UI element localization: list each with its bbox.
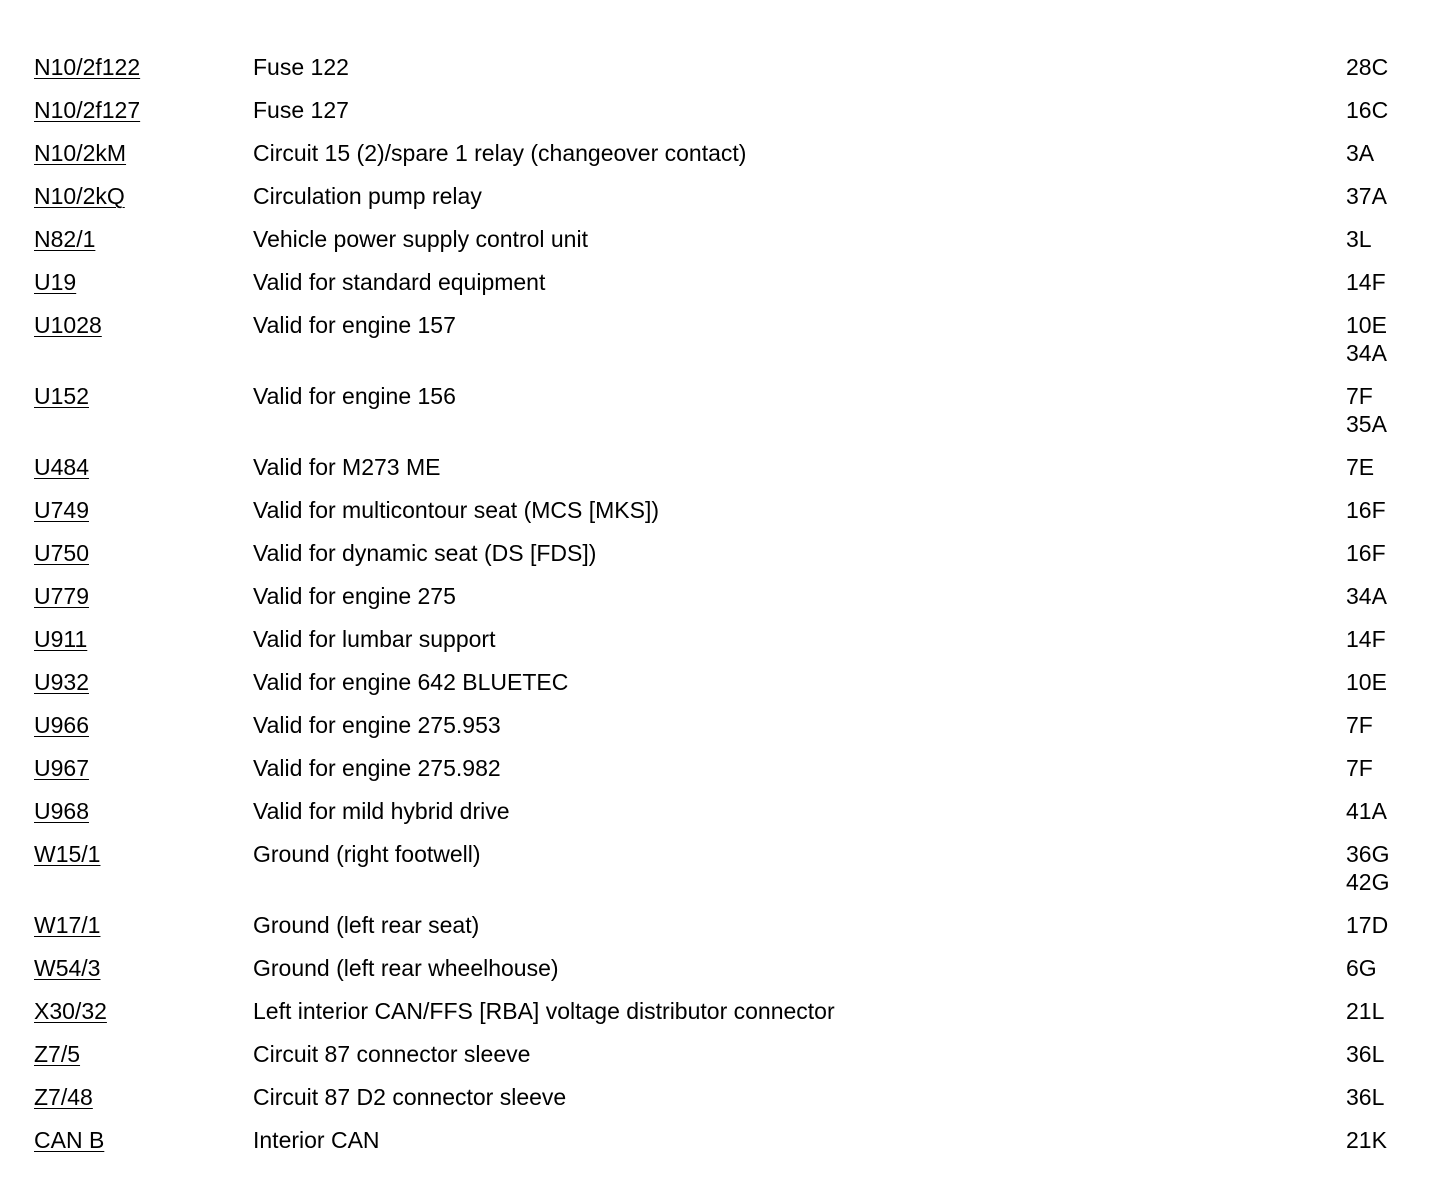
grid-coordinates-cell <box>1346 263 1424 306</box>
component-code-link[interactable]: W54/3 <box>34 955 101 981</box>
grid-coordinate: 36L <box>1346 1041 1385 1067</box>
legend-row <box>34 491 1424 534</box>
component-code-link[interactable]: U1028 <box>34 312 102 338</box>
grid-coordinates-cell <box>1346 1078 1424 1121</box>
component-code-link[interactable]: Z7/5 <box>34 1041 81 1067</box>
grid-coordinates-cell <box>1346 1035 1424 1078</box>
component-code-cell <box>34 706 253 749</box>
grid-coordinate: 7E <box>1346 454 1375 480</box>
legend-row <box>34 306 1424 377</box>
component-code-link[interactable]: W17/1 <box>34 912 101 938</box>
legend-row <box>34 577 1424 620</box>
component-code-cell <box>34 491 253 534</box>
grid-coordinate: 7F <box>1346 755 1373 781</box>
component-code-cell <box>34 177 253 220</box>
grid-coordinate: 10E <box>1346 669 1387 695</box>
component-code-link[interactable]: U750 <box>34 540 89 566</box>
component-code-cell <box>34 577 253 620</box>
legend-row <box>34 377 1424 448</box>
grid-coordinates-cell <box>1346 306 1424 377</box>
legend-row <box>34 134 1424 177</box>
legend-row <box>34 706 1424 749</box>
component-code-cell <box>34 448 253 491</box>
grid-coordinate: 16F <box>1346 497 1386 523</box>
grid-coordinates-cell <box>1346 792 1424 835</box>
component-description: Valid for engine 642 BLUETEC <box>253 669 569 695</box>
component-description: Valid for engine 275 <box>253 583 456 609</box>
grid-coordinate: 3A <box>1346 140 1375 166</box>
legend-body <box>34 48 1424 1164</box>
grid-coordinates-cell <box>1346 835 1424 906</box>
grid-coordinates-cell <box>1346 663 1424 706</box>
component-description: Circuit 15 (2)/spare 1 relay (changeover contact) <box>253 140 747 166</box>
component-description: Vehicle power supply control unit <box>253 226 588 252</box>
component-code-cell <box>34 1078 253 1121</box>
grid-coordinates-cell <box>1346 48 1424 91</box>
component-code-cell <box>34 263 253 306</box>
grid-coordinates-cell <box>1346 949 1424 992</box>
component-code-cell <box>34 906 253 949</box>
grid-coordinates-cell <box>1346 534 1424 577</box>
component-description: Valid for M273 ME <box>253 454 441 480</box>
grid-coordinate: 17D <box>1346 912 1389 938</box>
grid-coordinate: 10E <box>1346 312 1387 338</box>
grid-coordinate: 41A <box>1346 798 1387 824</box>
grid-coordinate: 28C <box>1346 54 1389 80</box>
component-description: Valid for dynamic seat (DS [FDS]) <box>253 540 597 566</box>
component-code-link[interactable]: U911 <box>34 626 88 652</box>
component-description: Left interior CAN/FFS [RBA] voltage distributor connector <box>253 998 835 1024</box>
legend-row <box>34 1121 1424 1164</box>
component-description: Circulation pump relay <box>253 183 482 209</box>
component-description: Fuse 127 <box>253 97 349 123</box>
component-code-link[interactable]: U966 <box>34 712 89 738</box>
component-code-cell <box>34 377 253 448</box>
legend-row <box>34 534 1424 577</box>
legend-row <box>34 1035 1424 1078</box>
grid-coordinate: 42G <box>1346 869 1390 895</box>
component-code-cell <box>34 749 253 792</box>
component-code-cell <box>34 306 253 377</box>
grid-coordinates-cell <box>1346 377 1424 448</box>
component-code-link[interactable]: CAN B <box>34 1127 105 1153</box>
component-code-cell <box>34 620 253 663</box>
grid-coordinate: 3L <box>1346 226 1372 252</box>
legend-row <box>34 906 1424 949</box>
component-description: Interior CAN <box>253 1127 380 1153</box>
grid-coordinates-cell <box>1346 992 1424 1035</box>
grid-coordinate: 37A <box>1346 183 1387 209</box>
component-code-link[interactable]: N10/2f122 <box>34 54 141 80</box>
component-code-cell <box>34 992 253 1035</box>
grid-coordinates-cell <box>1346 134 1424 177</box>
legend-row <box>34 663 1424 706</box>
grid-coordinate: 6G <box>1346 955 1377 981</box>
legend-row <box>34 177 1424 220</box>
component-legend-table <box>34 48 1424 1164</box>
grid-coordinates-cell <box>1346 1121 1424 1164</box>
legend-row <box>34 749 1424 792</box>
component-code-link[interactable]: U932 <box>34 669 89 695</box>
component-code-link[interactable]: N10/2kQ <box>34 183 125 209</box>
grid-coordinates-cell <box>1346 749 1424 792</box>
grid-coordinates-cell <box>1346 491 1424 534</box>
component-code-link[interactable]: W15/1 <box>34 841 101 867</box>
legend-row <box>34 91 1424 134</box>
grid-coordinate: 36G <box>1346 841 1390 867</box>
component-code-link[interactable]: N10/2kM <box>34 140 127 166</box>
component-code-cell <box>34 949 253 992</box>
legend-row <box>34 1078 1424 1121</box>
legend-row <box>34 448 1424 491</box>
grid-coordinates-cell <box>1346 220 1424 263</box>
component-code-cell <box>34 534 253 577</box>
grid-coordinates-cell <box>1346 577 1424 620</box>
component-code-link[interactable]: Z7/48 <box>34 1084 93 1110</box>
component-description: Circuit 87 connector sleeve <box>253 1041 531 1067</box>
component-description: Valid for mild hybrid drive <box>253 798 510 824</box>
grid-coordinates-cell <box>1346 91 1424 134</box>
component-description: Circuit 87 D2 connector sleeve <box>253 1084 567 1110</box>
component-description: Valid for multicontour seat (MCS [MKS]) <box>253 497 660 523</box>
grid-coordinate: 34A <box>1346 340 1387 366</box>
grid-coordinate: 21L <box>1346 998 1385 1024</box>
component-code-link[interactable]: U484 <box>34 454 89 480</box>
component-code-cell <box>34 91 253 134</box>
grid-coordinate: 35A <box>1346 411 1387 437</box>
component-description: Ground (right footwell) <box>253 841 481 867</box>
component-code-cell <box>34 792 253 835</box>
grid-coordinate: 14F <box>1346 626 1386 652</box>
component-description: Valid for engine 157 <box>253 312 456 338</box>
legend-row <box>34 48 1424 91</box>
legend-row <box>34 992 1424 1035</box>
component-code-link[interactable]: U152 <box>34 383 89 409</box>
component-code-link[interactable]: U749 <box>34 497 89 523</box>
component-description: Valid for engine 275.953 <box>253 712 501 738</box>
component-code-cell <box>34 220 253 263</box>
component-description: Ground (left rear wheelhouse) <box>253 955 559 981</box>
component-code-link[interactable]: N10/2f127 <box>34 97 141 123</box>
component-description: Valid for engine 275.982 <box>253 755 501 781</box>
component-code-link[interactable]: U967 <box>34 755 89 781</box>
legend-row <box>34 220 1424 263</box>
component-code-cell <box>34 1035 253 1078</box>
legend-row <box>34 792 1424 835</box>
component-code-cell <box>34 1121 253 1164</box>
component-code-link[interactable]: U19 <box>34 269 77 295</box>
component-description: Ground (left rear seat) <box>253 912 480 938</box>
grid-coordinates-cell <box>1346 906 1424 949</box>
legend-row <box>34 835 1424 906</box>
component-code-link[interactable]: U968 <box>34 798 89 824</box>
grid-coordinates-cell <box>1346 706 1424 749</box>
grid-coordinate: 36L <box>1346 1084 1385 1110</box>
grid-coordinate: 21K <box>1346 1127 1387 1153</box>
component-code-cell <box>34 663 253 706</box>
component-code-link[interactable]: U779 <box>34 583 89 609</box>
grid-coordinates-cell <box>1346 620 1424 663</box>
legend-row <box>34 949 1424 992</box>
grid-coordinates-cell <box>1346 448 1424 491</box>
component-code-cell <box>34 835 253 906</box>
grid-coordinate: 14F <box>1346 269 1386 295</box>
component-description: Valid for standard equipment <box>253 269 546 295</box>
legend-row <box>34 263 1424 306</box>
component-description: Valid for lumbar support <box>253 626 496 652</box>
component-description: Valid for engine 156 <box>253 383 456 409</box>
legend-row <box>34 620 1424 663</box>
grid-coordinates-cell <box>1346 177 1424 220</box>
component-code-link[interactable]: N82/1 <box>34 226 96 252</box>
grid-coordinate: 16F <box>1346 540 1386 566</box>
component-code-link[interactable]: X30/32 <box>34 998 107 1024</box>
grid-coordinate: 34A <box>1346 583 1387 609</box>
component-code-cell <box>34 134 253 177</box>
component-code-cell <box>34 48 253 91</box>
grid-coordinate: 7F <box>1346 383 1373 409</box>
grid-coordinate: 7F <box>1346 712 1373 738</box>
component-description: Fuse 122 <box>253 54 349 80</box>
grid-coordinate: 16C <box>1346 97 1389 123</box>
